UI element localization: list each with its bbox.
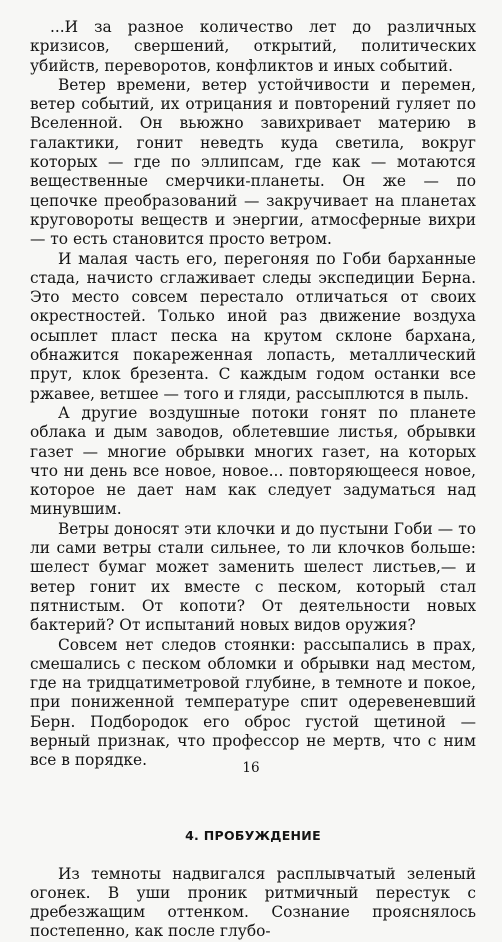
paragraph: А другие воздушные потоки гонят по планете облака и дым заводов, облетевшие листья, обрывки газет — многие обрывки многих газет, на которых что ни день все новое, новое... повторяющееся новое, которое не дает нам как следует задуматься над минувшим.	[30, 403, 476, 519]
paragraph: Ветры доносят эти клочки и до пустыни Гоби — то ли сами ветры стали сильнее, то ли клочков больше: шелест бумаг может заменить шелест листьев,— и ветер гонит их вместе с песком, который стал пятнистым. От копоти? От деятельности новых бактерий? От испытаний новых видов оружия?	[30, 519, 476, 635]
chapter-heading: 4. ПРОБУЖДЕНИЕ	[185, 827, 321, 843]
page-number: 16	[242, 760, 260, 776]
paragraph: Совсем нет следов стоянки: рассыпались в прах, смешались с песком обломки и обрывки над местом, где на тридцатиметровой глубине, в темноте и покое, при пониженной температуре спит одеревеневший Берн. Подбородок его оброс густой щетиной — верный признак, что профессор не мертв, что с ним все в порядке.	[30, 635, 476, 770]
paragraph: И малая часть его, перегоняя по Гоби барханные стада, начисто сглаживает следы экспедиции Берна. Это место совсем перестало отличаться от своих окрестностей. Только иной раз движение воздуха осыплет пласт песка на крутом склоне бархана, обнажится покареженная лопасть, металлический прут, клок брезента. С каждым годом останки все ржавее, ветшее — того и гляди, рассыплются в пыль.	[30, 249, 476, 403]
chapter-text	[30, 865, 476, 942]
body-text	[30, 18, 476, 771]
paragraph: Из темноты надвигался расплывчатый зеленый огонек. В уши проник ритмичный перестук с дребезжащим оттенком. Сознание прояснялось постепенно, как после глубо-	[30, 864, 476, 941]
paragraph: Ветер времени, ветер устойчивости и перемен, ветер событий, их отрицания и повторений гуляет по Вселенной. Он вьюжно завихривает материю в галактики, гонит неведть куда светила, вокруг которых — где по эллипсам, где как — мотаются вещественные смерчики-планеты. Он же — по цепочке преобразований — закручивает на планетах круговороты веществ и энергии, атмосферные вихри — то есть становится просто ветром.	[30, 75, 476, 249]
paragraph: ...И за разное количество лет до различных кризисов, свершений, открытий, политических убийств, переворотов, конфликтов и иных событий.	[30, 18, 476, 75]
